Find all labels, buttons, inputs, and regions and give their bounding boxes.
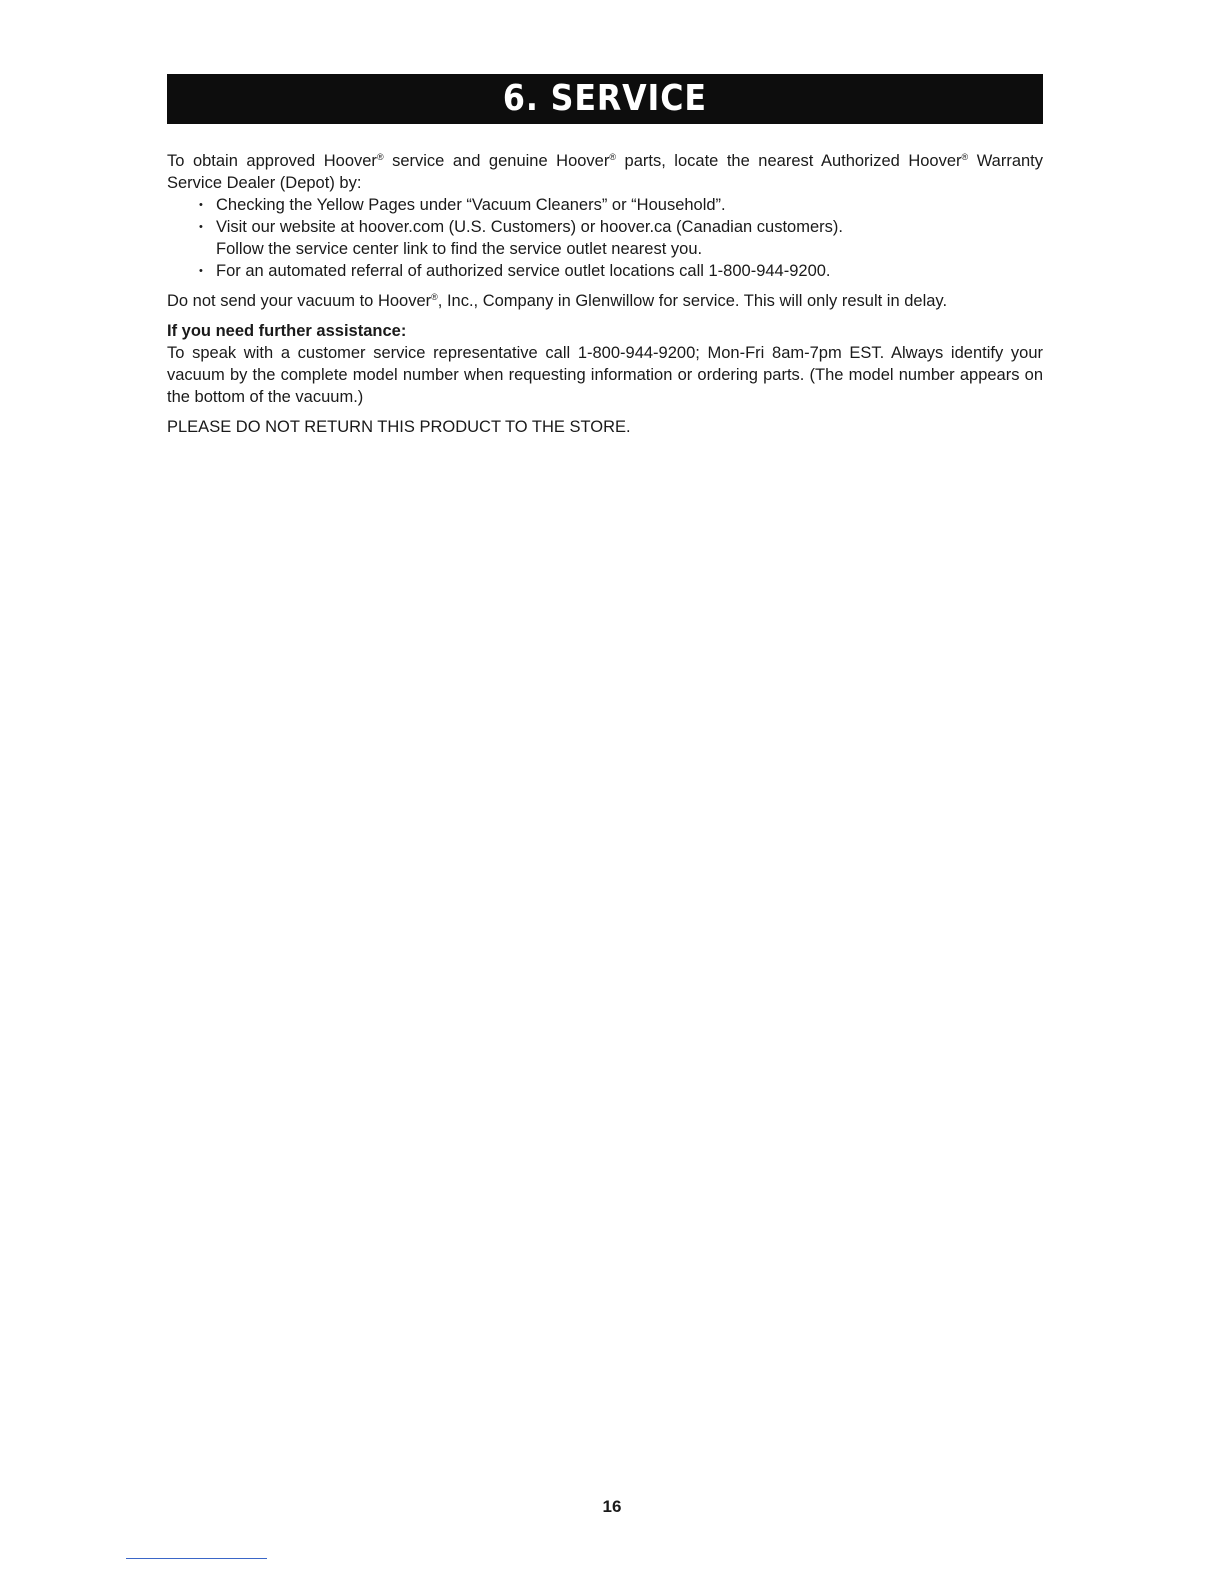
- list-item-text: Checking the Yellow Pages under “Vacuum Cleaners” or “Household”.: [216, 196, 726, 214]
- bullet-icon: •: [199, 199, 203, 211]
- registered-mark: ®: [376, 152, 384, 162]
- page-number: 16: [602, 1497, 622, 1516]
- list-item-text: Visit our website at hoover.com (U.S. Customers) or hoover.ca (Canadian customers).: [216, 218, 843, 236]
- bullet-icon: •: [199, 265, 203, 277]
- list-item: [188, 260, 1043, 282]
- intro-paragraph: [167, 150, 1043, 194]
- list-item: [188, 194, 1043, 216]
- section-header-bar: [167, 74, 1043, 124]
- service-options-list: [167, 194, 1043, 282]
- list-item-continuation: Follow the service center link to find the service outlet nearest you.: [216, 240, 703, 258]
- registered-mark: ®: [431, 292, 438, 302]
- assistance-paragraph: To speak with a customer service representative call 1-800-944-9200; Mon-Fri 8am-7pm EST. Always identify your vacuum by the complete model number when requesting information or ordering parts. (The model number appears on the bottom of the vacuum.): [167, 344, 1043, 406]
- section-title: 6. SERVICE: [503, 78, 707, 119]
- assistance-heading: If you need further assistance:: [167, 322, 407, 340]
- registered-mark: ®: [961, 152, 969, 162]
- service-content: [167, 150, 1043, 438]
- footer-rule: [126, 1558, 267, 1559]
- list-item: [188, 216, 1043, 260]
- return-warning: PLEASE DO NOT RETURN THIS PRODUCT TO THE STORE.: [167, 418, 631, 436]
- intro-text-2: service and genuine Hoover: [383, 152, 610, 170]
- notice-paragraph: [167, 290, 1043, 312]
- registered-mark: ®: [609, 152, 616, 162]
- list-item-text: For an automated referral of authorized service outlet locations call 1-800-944-9200.: [216, 262, 831, 280]
- intro-text-4: Warranty Service Dealer (Depot) by:: [167, 152, 1044, 192]
- notice-text-1: Do not send your vacuum to Hoover: [167, 292, 432, 310]
- intro-text-1: To obtain approved Hoover: [167, 152, 377, 170]
- bullet-icon: •: [199, 221, 203, 233]
- intro-text-3: parts, locate the nearest Authorized Hoover: [616, 152, 962, 170]
- notice-text-2: , Inc., Company in Glenwillow for service. This will only result in delay.: [437, 292, 948, 310]
